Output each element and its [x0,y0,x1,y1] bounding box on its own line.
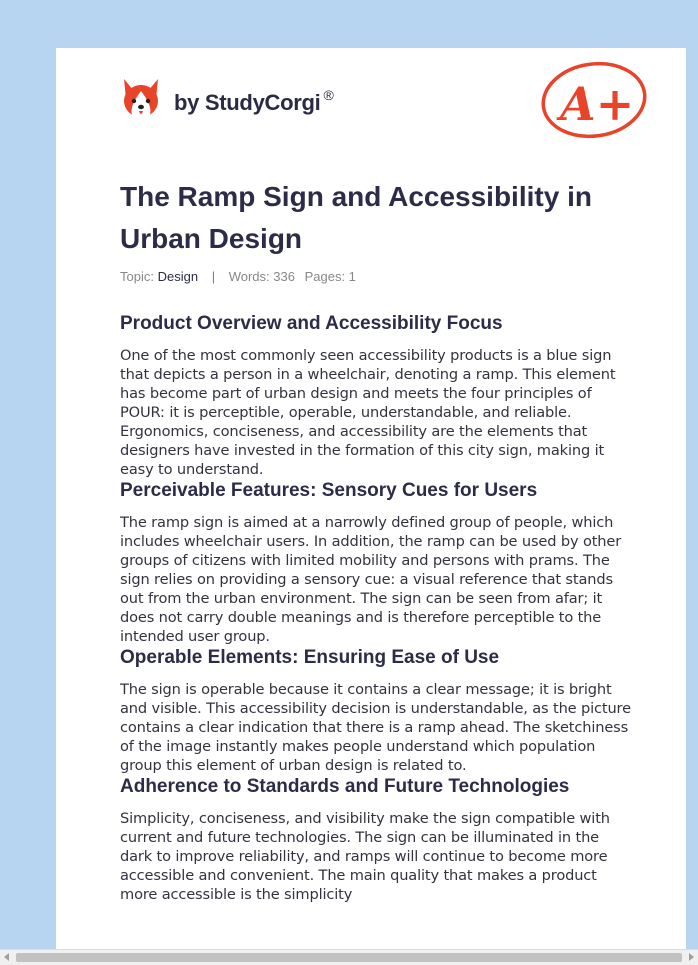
section-paragraph: The sign is operable because it contains a clear message; it is bright and visible. This accessibility decision is understandable, as the picture contains a clear indication that there is a ramp ahead. The sketchiness of the image instantly makes people understand which population group this element of urban design is related to. [120,681,631,774]
section-paragraph: One of the most commonly seen accessibility products is a blue sign that depicts a person in a wheelchair, denoting a ramp. This element has become part of urban design and meets the four principles of POUR: it is perceptible, operable, understandable, and reliable. Ergonomics, conciseness, and accessibility are the elements that designers have invested in the formation of this city sign, making it easy to understand. [120,347,616,478]
studycorgi-logo[interactable] [120,76,333,122]
arrow-left-icon[interactable] [2,952,12,962]
brand-name: by StudyCorgi ® [174,87,334,115]
word-count: Words: 336 [228,269,295,284]
corgi-logo-icon [120,77,162,121]
section [120,646,634,775]
section-paragraph: Simplicity, conciseness, and visibility make the sign compatible with current and future technologies. The sign can be illuminated in the dark to improve reliability, and ramps will continue to become more accessible and convenient. The main quality that makes a product more accessible is the simplicity [120,810,610,903]
essay-content [120,312,634,904]
topic-label: Topic: [120,269,154,284]
section-paragraph: The ramp sign is aimed at a narrowly defined group of people, which includes wheelchair users. In addition, the ramp can be used by other groups of citizens with limited mobility and persons with prams. The sign relies on providing a sensory cue: a visual reference that stands out from the urban environment. The sign can be seen from afar; it does not carry double meanings and is therefore perceptible to the intended user group. [120,514,622,645]
grade-text: A+ [560,77,635,131]
arrow-right-icon[interactable] [686,952,696,962]
document-meta [120,269,356,284]
page-count: Pages: 1 [304,269,356,284]
section [120,312,634,479]
section-heading: Perceivable Features: Sensory Cues for Users [120,480,538,501]
section [120,479,634,646]
topic-link[interactable]: Design [157,269,199,284]
section [120,775,634,904]
registered-mark: ® [323,87,334,103]
meta-separator: | [211,269,216,284]
section-heading: Adherence to Standards and Future Technologies [120,776,570,797]
document-page [56,48,686,964]
a-plus-stamp-icon [538,58,648,140]
page-title: The Ramp Sign and Accessibility in Urban Design [120,181,592,254]
section-heading: Operable Elements: Ensuring Ease of Use [120,647,500,668]
horizontal-scrollbar[interactable] [0,949,698,965]
scrollbar-thumb[interactable] [16,953,682,962]
section-heading: Product Overview and Accessibility Focus [120,313,503,334]
